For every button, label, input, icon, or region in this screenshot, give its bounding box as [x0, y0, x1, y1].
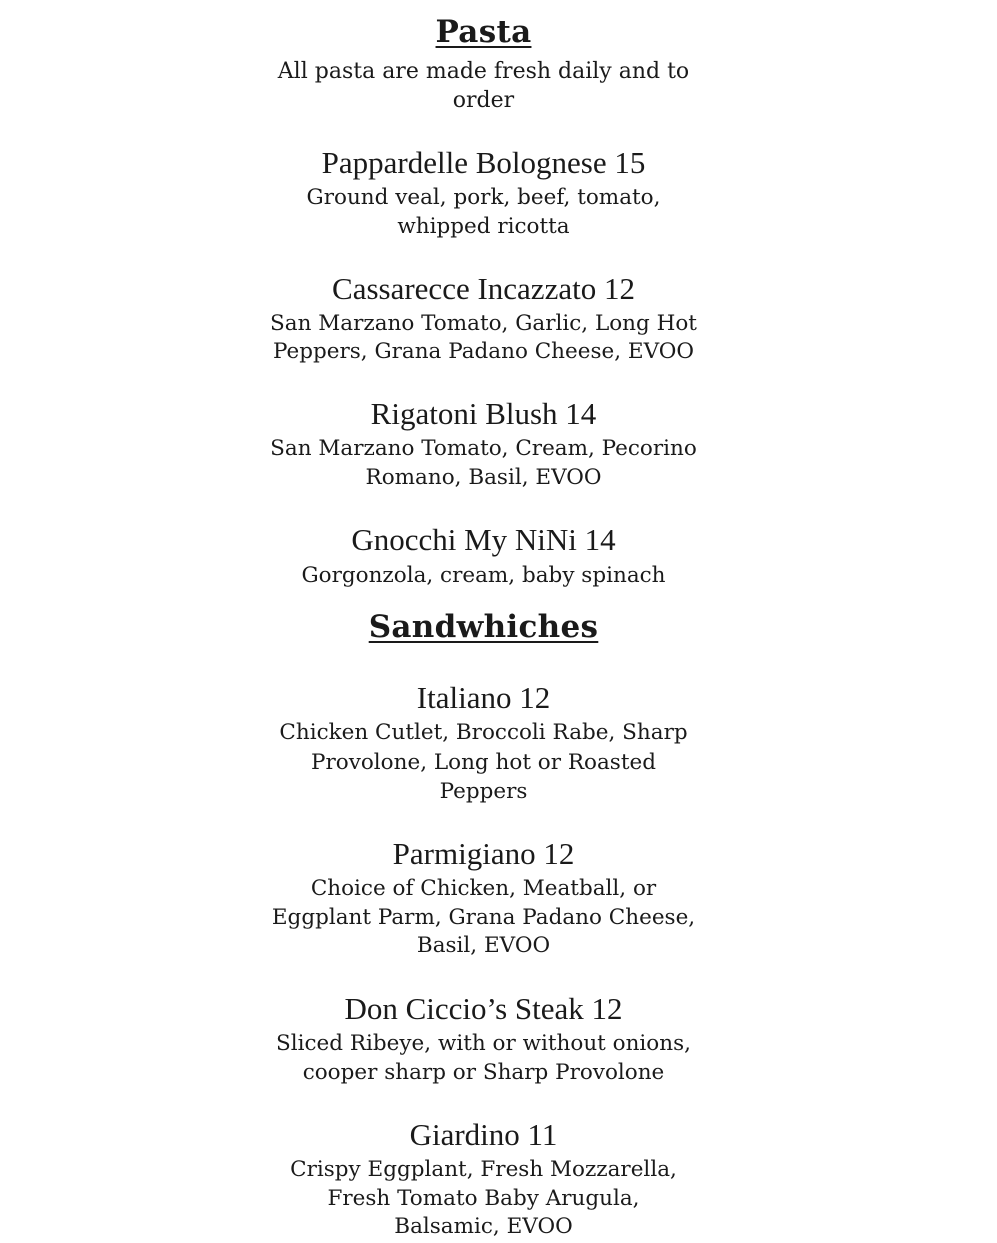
- menu-item-desc-line: Romano, Basil, EVOO: [365, 465, 602, 490]
- menu-item-name: Pappardelle Bolognese 15: [321, 145, 646, 180]
- menu-item-desc-line: Balsamic, EVOO: [394, 1214, 573, 1239]
- menu-item-name: Parmigiano 12: [392, 836, 575, 871]
- menu-item-name: Gnocchi My NiNi 14: [351, 522, 616, 557]
- menu-item-name: Rigatoni Blush 14: [370, 396, 597, 431]
- menu-item-desc-line: Provolone, Long hot or Roasted: [311, 750, 656, 775]
- menu-item-desc-line: Choice of Chicken, Meatball, or: [310, 876, 657, 901]
- section-subtitle-line: All pasta are made fresh daily and to: [277, 59, 690, 84]
- menu-item-name: Cassarecce Incazzato 12: [332, 271, 635, 306]
- menu-item-desc-line: Sliced Ribeye, with or without onions,: [276, 1031, 691, 1056]
- menu-item-desc-line: Fresh Tomato Baby Arugula,: [327, 1186, 640, 1211]
- menu-item-desc-line: Peppers, Grana Padano Cheese, EVOO: [272, 339, 694, 364]
- menu-item-name: Don Ciccio’s Steak 12: [344, 991, 623, 1026]
- menu-item-desc-line: Basil, EVOO: [416, 933, 551, 958]
- menu-item-desc-line: Peppers: [439, 779, 528, 804]
- section-heading-sandwhiches: Sandwhiches: [368, 609, 599, 645]
- menu-item-desc-line: whipped ricotta: [397, 214, 570, 239]
- menu-item-desc-line: Gorgonzola, cream, baby spinach: [301, 563, 666, 588]
- menu-item-desc-line: cooper sharp or Sharp Provolone: [302, 1060, 665, 1085]
- menu-item-name: Giardino 11: [409, 1117, 558, 1152]
- menu-item-desc-line: Ground veal, pork, beef, tomato,: [306, 185, 661, 210]
- menu-item-desc-line: Chicken Cutlet, Broccoli Rabe, Sharp: [279, 720, 688, 745]
- menu-item-desc-line: San Marzano Tomato, Garlic, Long Hot: [270, 311, 697, 336]
- section-subtitle-line: order: [452, 88, 515, 113]
- section-heading-pasta: Pasta: [435, 14, 532, 50]
- menu-item-desc-line: San Marzano Tomato, Cream, Pecorino: [270, 436, 697, 461]
- menu-item-name: Italiano 12: [416, 680, 551, 715]
- menu-item-desc-line: Crispy Eggplant, Fresh Mozzarella,: [290, 1157, 677, 1182]
- menu-item-desc-line: Eggplant Parm, Grana Padano Cheese,: [271, 905, 696, 930]
